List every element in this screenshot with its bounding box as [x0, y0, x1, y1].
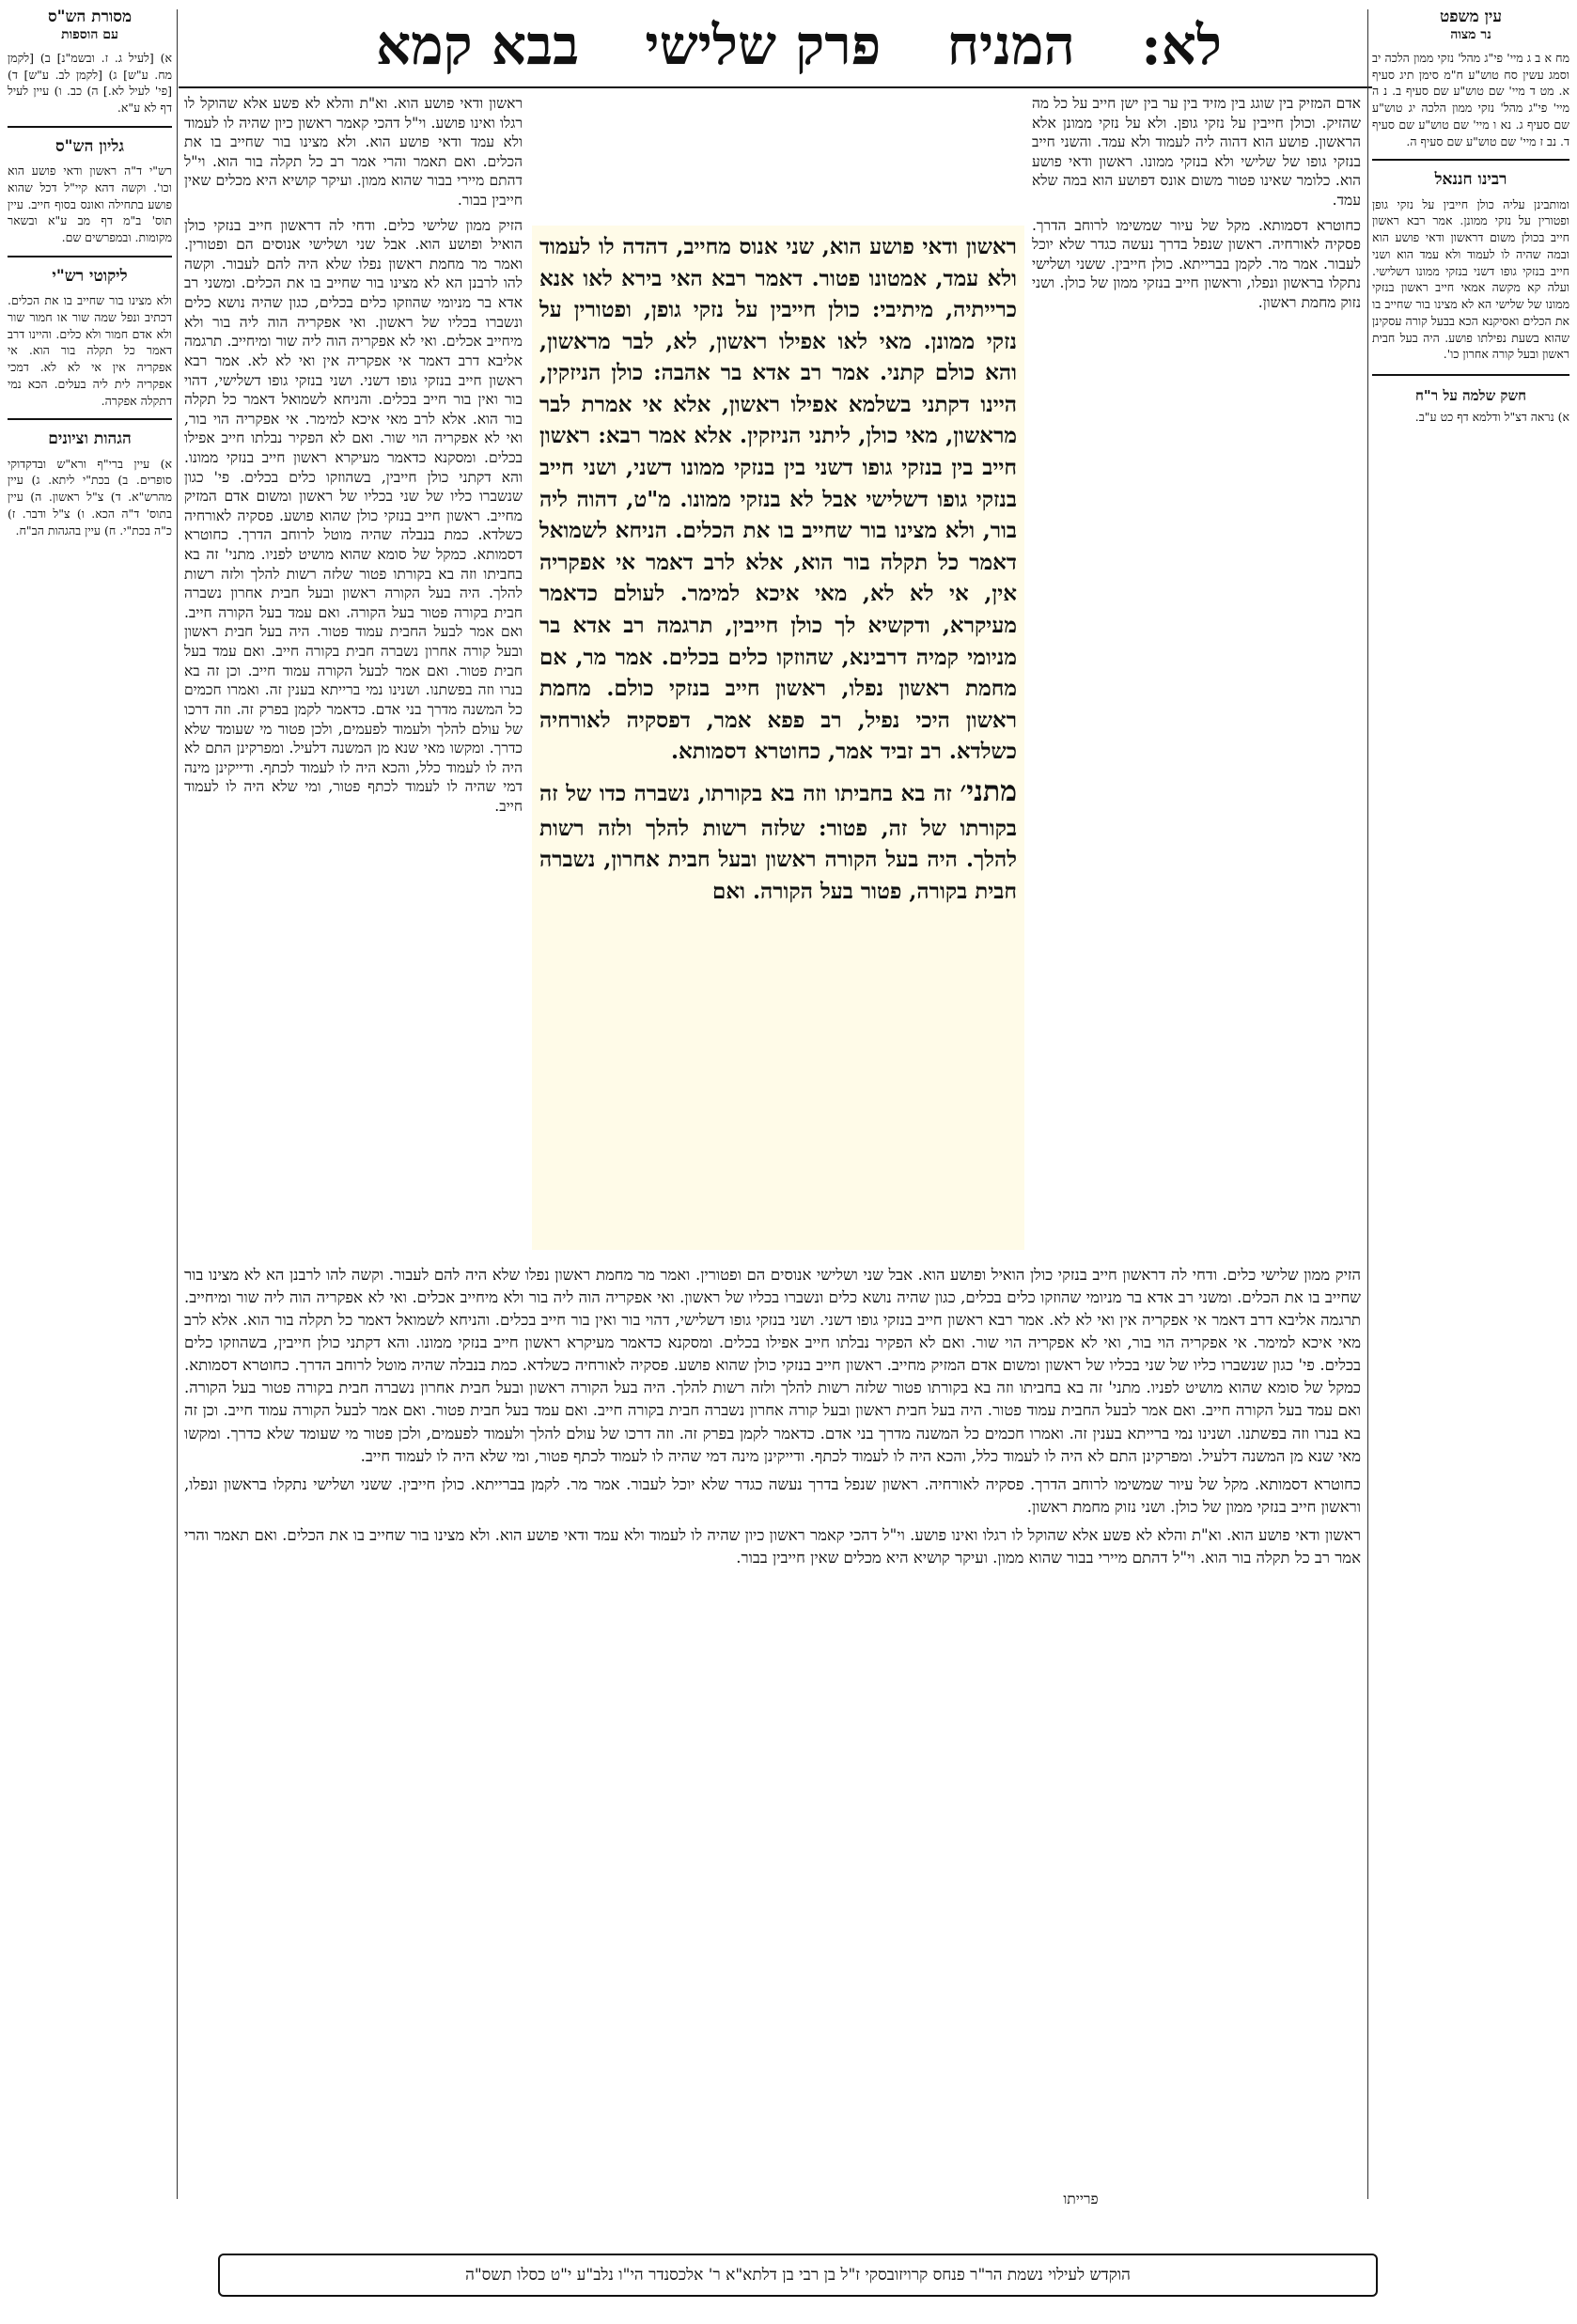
- dedication-text: הוקדש לעילוי נשמת הר"ר פנחס קרויזובסקי ז"ל בן רבי בן דלתא"א ר' אלכסנדר הי"ו נלב"ע י"ט כסלו תשס"ה: [465, 2266, 1131, 2285]
- page-header: [376, 8, 1222, 83]
- masoret-subtitle: עם הוספות: [61, 27, 118, 43]
- lower-commentary-text-b: כחוטרא דסמותא. מקל של עיור שמשימו לרוחב הדרך. פסקיה לאורחיה. ראשון שנפל בדרך נעשה כגדר שלא יוכל לעבור. אמר מר. לקמן בברייתא. כולן חייבין. ששני ושלישי נתקלו בראשון ונפלו, וראשון חייב בנזקי ממון של כולן. ושני נזוק מחמת ראשון.: [184, 1474, 1361, 1516]
- right-column-divider: [1367, 9, 1368, 2199]
- page-tail-word: פרייתו: [1063, 2191, 1099, 2207]
- gilyon-divider: [8, 256, 172, 257]
- chapter-number: פרק שלישי: [645, 13, 882, 77]
- chapter-name: המניח: [946, 13, 1075, 77]
- gemara-block: [532, 226, 1024, 1250]
- hagahot-title: הגהות וציונים: [48, 429, 132, 449]
- rabbenu-chananel-text: ומותבינן עליה כולן חייבין על נזקי גופן ופטורין על נזקי ממונן. אמר רבא ראשון חייב בכולן משום דראשון ודאי פושע הוא ובמה שהיה לו לעמוד ולא עמד הוא ושני חייב בנזקי גופו דשני בנזקי ממונו דשלישי. ועלה קא מקשה אמאי חייב ראשון בנזקי ממונו של שלישי הא לא מצינו בור שחייב בו את הכלים ואסיקנא הכא בבעל קורה עסקינן שהוא בשעת נפילתו פושע. היה בעל חבית ראשון ובעל קורה אחרון כו'.: [1372, 196, 1569, 362]
- masoret-title: מסורת הש"ס: [47, 8, 133, 26]
- lower-commentary-text-c: ראשון ודאי פושע הוא. וא"ת והלא לא פשע אלא שהוקל לו רגלו ואינו פושע. וי"ל דהכי קאמר ראשון כיון שהיה לו לעמוד ולא עמד ודאי פושע הוא. ולא מצינו בור שחייב בו את הכלים. ואם תאמר והרי אמר רב כל תקלה בור הוא. וי"ל דהתם מיירי בבור שהוא ממון. ועיקר קושיא היא מכלים שאין חייבין בבור.: [184, 1525, 1361, 1567]
- heshek-shlomo-text: א) נראה דצ"ל ודלמא דף כט ע"ב.: [1414, 409, 1569, 424]
- rabbenu-chananel-title: רבינו חננאל: [1434, 170, 1507, 190]
- dedication-box: [218, 2254, 1378, 2297]
- left-margin-column: [8, 8, 172, 538]
- tosafot-commentary: [184, 94, 523, 1259]
- lower-commentary: [184, 1264, 1361, 2185]
- tosafot-text-continued: הזיק ממון שלישי כלים. ודחי לה דראשון חייב בנזקי כולן הואיל ופושע הוא. אבל שני ושלישי אנוסים הם ופטורין. ואמר מר מחמת ראשון נפלו שלא היה להם לעבור. וקשה להו לרבנן הא לא מצינו בור שחייב בו את הכלים. ומשני רב אדא בר מניומי שהוזקו כלים בכלים, כגון שהיה נושא כלים ונשברו בכליו של ראשון. ואי אפקריה הוה ליה בור ולא מיחייב אכלים. ואי לא אפקריה הוה ליה שור ומיחייב. תרגמה אליבא דרב דאמר אי אפקריה אין ואי לא לא. אמר רבא ראשון חייב בנזקי גופו דשני. ושני בנזקי גופו דשלישי, דהוי בור ואין בור חייב בכלים. והניחא לשמואל דאמר כל תקלה בור הוא. אלא לרב מאי איכא למימר. אי אפקריה הוי בור, ואי לא אפקריה הוי שור. ואם לא הפקיר נבלתו חייב אפילו בכלים. ומסקנא כדאמר מעיקרא ראשון חייב בנזקי ממונו. והא דקתני כולן חייבין, בשהוזקו כלים בכלים. פי' כגון שנשברו כליו של שני בכליו של ראשון ומשום אדם המזיק מחייב. ראשון חייב בנזקי כולן שהוא פושע. פסקיה לאורחיה כשלדא. כמת בנבלה שהיה מוטל לרוחב הדרך. כחוטרא דסמותא. כמקל של סומא שהוא מושיט לפניו. מתני' זה בא בחביתו וזה בא בקורתו פטור שלזה רשות להלך ולזה רשות להלך. היה בעל הקורה ראשון ובעל חבית אחרון נשברה חבית בקורה פטור בעל הקורה. ואם עמד בעל הקורה חייב. ואם אמר לבעל החבית עמוד פטור. היה בעל חבית ראשון ובעל קורה אחרון נשברה חבית בקורה חייב. ואם עמד בעל חבית פטור. ואם אמר לבעל הקורה עמוד חייב. וכן זה בא בנרו וזה בפשתנו. ושנינו נמי ברייתא בענין זה. ואמרו חכמים כל המשנה מדרך בני אדם. כדאמר לקמן בפרק זה. וזה דרכו של עולם להלך ולעמוד לפעמים, ולכן פטור מי שעומד שלא כדרך. ומקשו מאי שנא מן המשנה דלעיל. ומפרקינן התם לא היה לו לעמוד כלל, והכא היה לו לעמוד לכתף. ודייקינן מינה דמי שהיה לו לעמוד לכתף פטור, ומי שלא היה לו לעמוד חייב.: [184, 216, 523, 815]
- right-margin-column: [1372, 8, 1569, 426]
- gilyon-text: רש"י ד"ה ראשון ודאי פושע הוא וכו'. וקשה דהא קיי"ל דכל שהוא פושע בתחילה ואונס בסוף חייב. עיין תוס' ב"מ דף מב ע"א ובשאר מקומות. ובמפרשים שם.: [8, 164, 172, 244]
- likutei-rashi-text: ולא מצינו בור שחייב בו את הכלים. דכתיב ונפל שמה שור או חמור שור ולא אדם חמור ולא כלים. והיינו דרב דאמר כל תקלה בור הוא. אי אפקריה אין אי לא לא. דמכי אפקריה לית ליה בעלים. הכא נמי דתקלה אפקרה.: [8, 293, 172, 408]
- left-column-divider: [177, 9, 178, 2199]
- rabbenu-divider: [1372, 374, 1569, 376]
- rashi-text-continued: כחוטרא דסמותא. מקל של עיור שמשימו לרוחב הדרך. פסקיה לאורחיה. ראשון שנפל בדרך נעשה כגדר שלא יוכל לעבור. אמר מר. לקמן בברייתא. כולן חייבין. ששני ושלישי נתקלו בראשון ונפלו, וראשון חייב בנזקי ממון של כולן. ושני נזוק מחמת ראשון.: [1032, 216, 1361, 312]
- masoret-text: א) [לעיל ג. ז. ובשמ"נ] ב) [לקמן מח. ע"ש] ג) [לקמן לב. ע"ש] ד) [פי' לעיל לא.] ה) כב. ו) עיין לעיל דף לא ע"א.: [8, 50, 172, 115]
- tractate-name: בבא קמא: [376, 13, 580, 77]
- mishnah-text: זה בא בחביתו וזה בא בקורתו, נשברה כדו של זה בקורתו של זה, פטור: שלזה רשות להלך ולזה רשות להלך. היה בעל הקורה ראשון ובעל חבית אחרון, נשברה חבית בקורה, פטור בעל הקורה. ואם: [539, 780, 1017, 904]
- lower-commentary-text: הזיק ממון שלישי כלים. ודחי לה דראשון חייב בנזקי כולן הואיל ופושע הוא. אבל שני ושלישי אנוסים הם ופטורין. ואמר מר מחמת ראשון נפלו שלא היה להם לעבור. וקשה להו לרבנן הא לא מצינו בור שחייב בו את הכלים. ומשני רב אדא בר מניומי שהוזקו כלים בכלים, כגון שהיה נושא כלים ונשברו בכליו של ראשון. ואי אפקריה הוה ליה בור ולא מיחייב אכלים. ואי לא אפקריה הוה ליה שור ומיחייב. תרגמה אליבא דרב דאמר אי אפקריה אין ואי לא לא. אמר רבא ראשון חייב בנזקי גופו דשני. ושני בנזקי גופו דשלישי, דהוי בור ואין בור חייב בכלים. והניחא לשמואל דאמר כל תקלה בור הוא. אלא לרב מאי איכא למימר. אי אפקריה הוי בור, ואי לא אפקריה הוי שור. ואם לא הפקיר נבלתו חייב אפילו בכלים. ומסקנא כדאמר מעיקרא ראשון חייב בנזקי ממונו. והא דקתני כולן חייבין, בשהוזקו כלים בכלים. פי' כגון שנשברו כליו של שני בכליו של ראשון ומשום אדם המזיק מחייב. ראשון חייב בנזקי כולן שהוא פושע. פסקיה לאורחיה כשלדא. כמת בנבלה שהיה מוטל לרוחב הדרך. כחוטרא דסמותא. כמקל של סומא שהוא מושיט לפניו. מתני' זה בא בחביתו וזה בא בקורתו פטור שלזה רשות להלך ולזה רשות להלך. היה בעל הקורה ראשון ובעל חבית אחרון נשברה חבית בקורה פטור בעל הקורה. ואם עמד בעל הקורה חייב. ואם אמר לבעל החבית עמוד פטור. היה בעל חבית ראשון ובעל קורה אחרון נשברה חבית בקורה חייב. ואם עמד בעל חבית פטור. ואם אמר לבעל הקורה עמוד חייב. וכן זה בא בנרו וזה בפשתנו. ושנינו נמי ברייתא בענין זה. ואמרו חכמים כל המשנה מדרך בני אדם. כדאמר לקמן בפרק זה. וזה דרכו של עולם להלך ולעמוד לפעמים, ולכן פטור מי שעומד שלא כדרך. ומקשו מאי שנא מן המשנה דלעיל. ומפרקינן התם לא היה לו לעמוד כלל, והכא היה לו לעמוד לכתף. ודייקינן מינה דמי שהיה לו לעמוד לכתף פטור, ומי שלא היה לו לעמוד חייב.: [184, 1266, 1361, 1465]
- ein-mishpat-text: מח א ב ג מיי' פי"ג מהל' נזקי ממון הלכה יב וסמג עשין סח טוש"ע ח"מ סימן תיג סעיף א. מט ד מיי' שם טוש"ע שם סעיף ב. נ ה מיי' פי"ג מהל' נזקי ממון הלכה יג טוש"ע שם סעיף ג. נא ו מיי' שם טוש"ע שם סעיף ד. נב ז מיי' שם טוש"ע שם סעיף ה.: [1372, 50, 1569, 148]
- rashi-text: אדם המזיק בין שוגג בין מזיד בין ער בין ישן חייב על כל מה שהזיק. וכולן חייבין על נזקי גופן. ולא על נזקי ממונן אלא הראשון. פושע הוא דהוה ליה לעמוד ולא עמד. והשני חייב בנזקי גופו של שלישי ולא בנזקי ממונו. ראשון ודאי פושע הוא. כלומר שאינו פטור משום אונס דפושע הוא במה שלא עמד.: [1032, 95, 1361, 210]
- tosafot-text: ראשון ודאי פושע הוא. וא"ת והלא לא פשע אלא שהוקל לו רגלו ואינו פושע. וי"ל דהכי קאמר ראשון כיון שהיה לו לעמוד ולא עמד ודאי פושע הוא. ולא מצינו בור שחייב בו את הכלים. ואם תאמר והרי אמר רב כל תקלה בור הוא. וי"ל דהתם מיירי בבור שהוא ממון. ועיקר קושיא היא מכלים שאין חייבין בבור.: [184, 95, 523, 210]
- mishnah-label: מתני׳: [960, 774, 1017, 808]
- daf-number: לא:: [1141, 13, 1222, 77]
- ein-mishpat-title: עין משפט: [1440, 8, 1502, 26]
- heshek-shlomo-title: חשק שלמה על ר"ח: [1415, 387, 1526, 404]
- ein-mishpat-divider: [1372, 159, 1569, 161]
- gemara-text: ראשון ודאי פושע הוא, שני אנוס מחייב, דהדה לו לעמוד ולא עמד, אמטונו פטור. דאמר רבא האי בירא לאו אנא כרייתיה, מיתיבי: כולן חייבין על נזקי גופן, ופטורין על נזקי ממונן. מאי לאו אפילו ראשון, לא, לבר מראשון, והא כולם קתני. אמר רב אדא בר אהבה: כולן הניזקין, היינו דקתני בשלמא אפילו ראשון, אלא אי אמרת לבר מראשון, מאי כולן, ליתני הניזקין. אלא אמר רבא: ראשון חייב בין בנזקי גופו דשני בין בנזקי ממונו דשני, ושני חייב בנזקי גופו דשלישי אבל לא בנזקי ממונו. מ"ט, דהוה ליה בור, ולא מצינו בור שחייב בו את הכלים. הניחא לשמואל דאמר כל תקלה בור הוא, אלא לרב דאמר אי אפקריה אין, אי לא לא, מאי איכא למימר. לעולם כדאמר מעיקרא, ודקשיא לך כולן חייבין, תרגמה רב אדא בר מניומי קמיה דרבינא, שהוזקו כלים בכלים. אמר מר, אם מחמת ראשון נפלו, ראשון חייב בנזקי כולם. מחמת ראשון היכי נפיל, רב פפא אמר, דפסקיה לאורחיה כשלדא. רב זביד אמר, כחוטרא דסמותא.: [539, 234, 1017, 765]
- likutei-rashi-title: ליקוטי רש"י: [52, 266, 128, 286]
- likutei-divider: [8, 418, 172, 420]
- ein-mishpat-subtitle: נר מצוה: [1450, 27, 1491, 43]
- rashi-commentary: [1032, 94, 1361, 996]
- masoret-divider: [8, 126, 172, 128]
- hagahot-text: א) עיין ברי"ף ורא"ש ובדקדוקי סופרים. ב) בכת"י ליתא. ג) עיין מהרש"א. ד) צ"ל ראשון. ה) עיין בתוס' ד"ה הכא. ו) צ"ל ודבר. ז) כ"ה בכת"י. ח) עיין בהגהות הב"ח.: [8, 456, 172, 538]
- gilyon-title: גליון הש"ס: [55, 136, 124, 156]
- header-divider: [179, 86, 1372, 88]
